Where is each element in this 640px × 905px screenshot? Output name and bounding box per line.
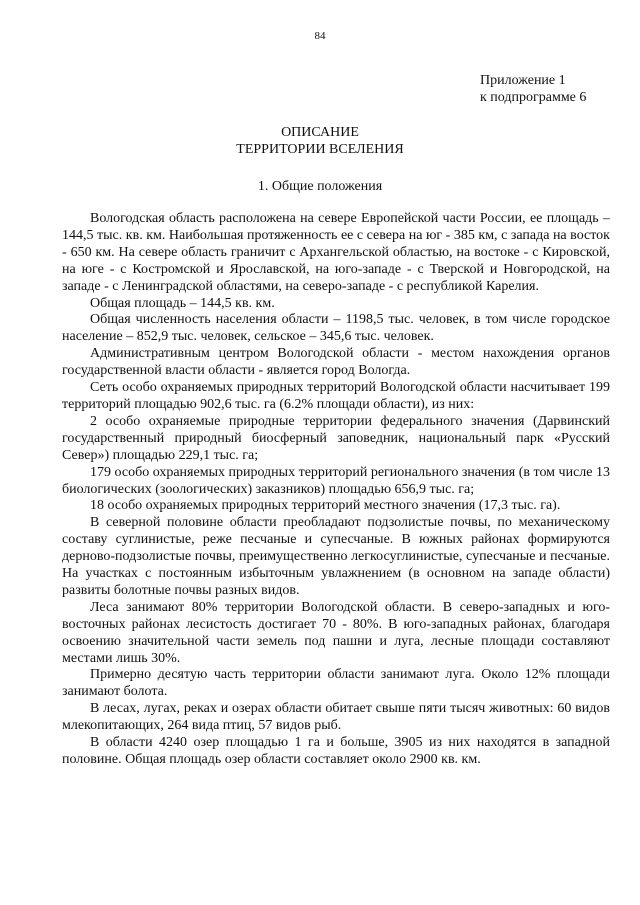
document-title-line-1: ОПИСАНИЕ: [281, 125, 359, 140]
paragraph: Общая площадь – 144,5 кв. км.: [90, 295, 275, 311]
document-title-line-2: ТЕРРИТОРИИ ВСЕЛЕНИЯ: [236, 142, 404, 157]
paragraph: В лесах, лугах, реках и озерах области обитает свыше пяти тысяч животных: 60 видов млекопитающих, 264 вида птиц, 57 видов рыб.: [62, 701, 610, 734]
paragraph: 18 особо охраняемых природных территорий местного значения (17,3 тыс. га).: [90, 498, 561, 514]
paragraph: 2 особо охраняемые природные территории федерального значения (Дарвинский государственный природный биосферный заповедник, национальный парк «Русский Север») площадью 229,1 тыс. га;: [62, 413, 610, 463]
appendix-line-1: Приложение 1: [480, 73, 566, 88]
paragraph: Общая численность населения области – 1198,5 тыс. человек, в том числе городское население – 852,9 тыс. человек, сельское – 345,6 тыс. человек.: [62, 312, 610, 345]
paragraph: Леса занимают 80% территории Вологодской области. В северо-западных и юго-восточных районах лесистость достигает 70 - 80%. В юго-западных районах, благодаря освоению значительной части земель под пашни и луга, лесные площади составляют местами лишь 30%.: [62, 599, 610, 666]
page-number: 84: [314, 30, 326, 42]
section-heading: 1. Общие положения: [257, 179, 383, 194]
appendix-line-2: к подпрограмме 6: [480, 90, 587, 105]
body-text: [62, 211, 610, 769]
paragraph: В северной половине области преобладают подзолистые почвы, по механическому составу суглинистые, реже песчаные и супесчаные. В южных районах формируются дерново-подзолистые почвы, преимущественно легкосуглинистые, супесчаные и песчаные. На участках с постоянным избыточным увлажнением (в основном на западе области) развиты болотные почвы разных видов.: [62, 515, 610, 598]
paragraph: Сеть особо охраняемых природных территорий Вологодской области насчитывает 199 территорий площадью 902,6 тыс. га (6.2% площади области), из них:: [62, 380, 610, 412]
paragraph: Примерно десятую часть территории области занимают луга. Около 12% площади занимают болота.: [62, 667, 610, 700]
paragraph: Административным центром Вологодской области - местом нахождения органов государственной власти области - является город Вологда.: [62, 346, 610, 379]
document-title: [0, 124, 640, 158]
paragraph: Вологодская область расположена на севере Европейской части России, ее площадь – 144,5 тыс. кв. км. Наибольшая протяженность ее с севера на юг - 385 км, с запада на восток - 650 км. На севере область граничит с Архангельской областью, на востоке - с Кировской, на юге - с Костромской и Ярославской, на юго-западе - с Тверской и Новгородской, на западе - с Ленинградской областями, на северо-западе - с республикой Карелия.: [62, 211, 610, 294]
paragraph: В области 4240 озер площадью 1 га и больше, 3905 из них находятся в западной половине. Общая площадь озер области составляет около 2900 кв. км.: [62, 735, 610, 767]
appendix-reference: [480, 72, 630, 106]
paragraph: 179 особо охраняемых природных территорий регионального значения (в том числе 13 биологических (зоологических) заказников) площадью 656,9 тыс. га;: [62, 464, 610, 497]
